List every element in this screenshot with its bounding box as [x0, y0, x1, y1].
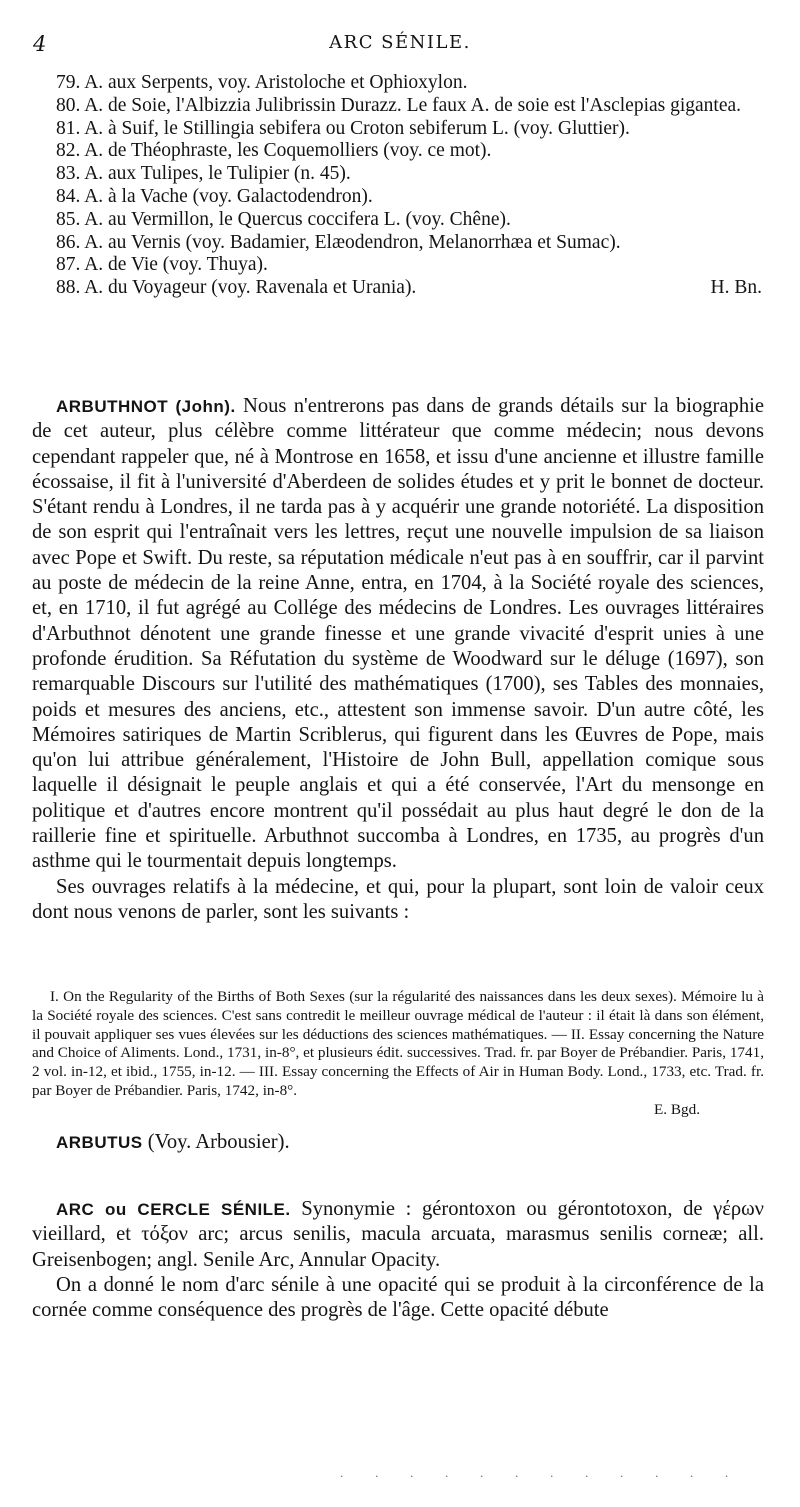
list-item: 85. A. au Vermillon, le Quercus coccifera L. (voy. Chêne).: [56, 208, 511, 230]
article-arc-senile: [32, 1197, 764, 1323]
arbre-varieties-list: [32, 72, 762, 300]
list-item: 84. A. à la Vache (voy. Galactodendron).: [56, 185, 373, 207]
arc-paragraph-1: Synonymie : gérontoxon ou gérontotoxon, de γέρων vieillard, et τόξον arc; arcus senilis, macula arcuata, marasmus senilis corneæ; all. Greisenbogen; angl. Senile Arc, Annular Opacity.: [32, 1198, 764, 1271]
article-arbuthnot: [32, 394, 764, 925]
list-signature: H. Bn.: [710, 277, 762, 299]
arc-paragraph-2: On a donné le nom d'arc sénile à une opacité qui se produit à la circonférence de la cornée comme conséquence des progrès de l'âge. Cette opacité débute: [32, 1273, 764, 1322]
list-item: 86. A. au Vernis (voy. Badamier, Elæodendron, Melanorrhæa et Sumac).: [56, 231, 621, 253]
list-item: 88. A. du Voyageur (voy. Ravenala et Urania). H. Bn.: [56, 277, 762, 299]
running-head: [0, 30, 800, 56]
article-arbutus: [32, 1130, 764, 1155]
headword-arbuthnot: ARBUTHNOT (John).: [56, 397, 236, 416]
arbuthnot-paragraph-1: Nous n'entrerons pas dans de grands détails sur la biographie de cet auteur, plus célèbre comme littérateur que comme médecin; nous devons cependant rappeler que, né à Montrose en 1658, et issu d'une ancienne et illustre famille écossaise, il fit à l'université d'Aberdeen de solides études et y prit le bonnet de docteur. S'étant rendu à Londres, il ne tarda pas à y acquérir une grande notoriété. La disposition de son esprit qui l'entraînait vers les lettres, reçut une nouvelle impulsion de sa liaison avec Pope et Swift. Du reste, sa réputation médicale n'eut pas à en souffrir, car il parvint au poste de médecin de la reine Anne, entra, en 1704, à la Société royale des sciences, et, en 1710, il fut agrégé au Collége des médecins de Londres. Les ouvrages littéraires d'Arbuthnot dénotent une grande finesse et une grande vivacité d'esprit unies à une profonde érudition. Sa Réfutation du système de Woodward sur le déluge (1697), son remarquable Discours sur l'utilité des mathématiques (1700), ses Tables des monnaies, poids et mesures des anciens, etc., attestent son immense savoir. D'un autre côté, les Mémoires satiriques de Martin Scriblerus, qui figurent dans les Œuvres de Pope, mais qu'on lui attribue généralement, l'Histoire de John Bull, appellation comique sous laquelle il désignait le peuple anglais et qui a été conservée, l'Art du mensonge en politique et d'autres encore montrent qu'il possédait au plus haut degré le don de la raillerie fine et spirituelle. Arbuthnot succomba à Londres, en 1735, au progrès d'un asthme qui le tourmentait depuis longtemps.: [32, 395, 765, 873]
headword-arbutus: ARBUTUS: [56, 1133, 143, 1152]
list-item: 82. A. de Théophraste, les Coquemolliers (voy. ce mot).: [56, 140, 492, 162]
list-item: 81. A. à Suif, le Stillingia sebifera ou Croton sebiferum L. (voy. Gluttier).: [56, 117, 630, 139]
list-item: 87. A. de Vie (voy. Thuya).: [56, 254, 268, 276]
running-head-title: ARC SÉNILE.: [329, 32, 471, 53]
arbuthnot-paragraph-2: Ses ouvrages relatifs à la médecine, et qui, pour la plupart, sont loin de valoir ceux dont nous venons de parler, sont les suivants :: [32, 875, 764, 923]
list-item: 83. A. aux Tulipes, le Tulipier (n. 45).: [56, 163, 351, 185]
list-item: 79. A. aux Serpents, voy. Aristoloche et Ophioxylon.: [56, 72, 468, 93]
list-item: 80. A. de Soie, l'Albizzia Julibrissin Durazz. Le faux A. de soie est l'Asclepias gigantea.: [56, 94, 742, 116]
arbutus-text: (Voy. Arbousier).: [147, 1131, 290, 1153]
bibliography-text: I. On the Regularity of the Births of Both Sexes (sur la régularité des naissances dans les deux sexes). Mémoire lu à la Société royale des sciences. C'est sans contredit le meilleur ouvrage médical de l'auteur : il était là dans son élément, il pouvait appliquer ses vues élevées sur les déductions des sciences mathématiques. — II. Essay concerning the Nature and Choice of Aliments. Lond., 1731, in-8°, et plusieurs édit. successives. Trad. fr. par Boyer de Prébandier. Paris, 1741, 2 vol. in-12, et ibid., 1755, in-12. — III. Essay concerning the Effects of Air in Human Body. Lond., 1733, etc. Trad. fr. par Boyer de Prébandier. Paris, 1742, in-8°.: [32, 988, 764, 1099]
footer-marks: · · · · · · · · · · · ·: [340, 1470, 743, 1483]
page-number: 4: [33, 32, 47, 56]
signature-egd: E. Bgd.: [654, 1100, 700, 1118]
headword-arc-senile: ARC ou CERCLE SÉNILE.: [56, 1200, 291, 1219]
bibliography-arbuthnot: [32, 988, 764, 1120]
